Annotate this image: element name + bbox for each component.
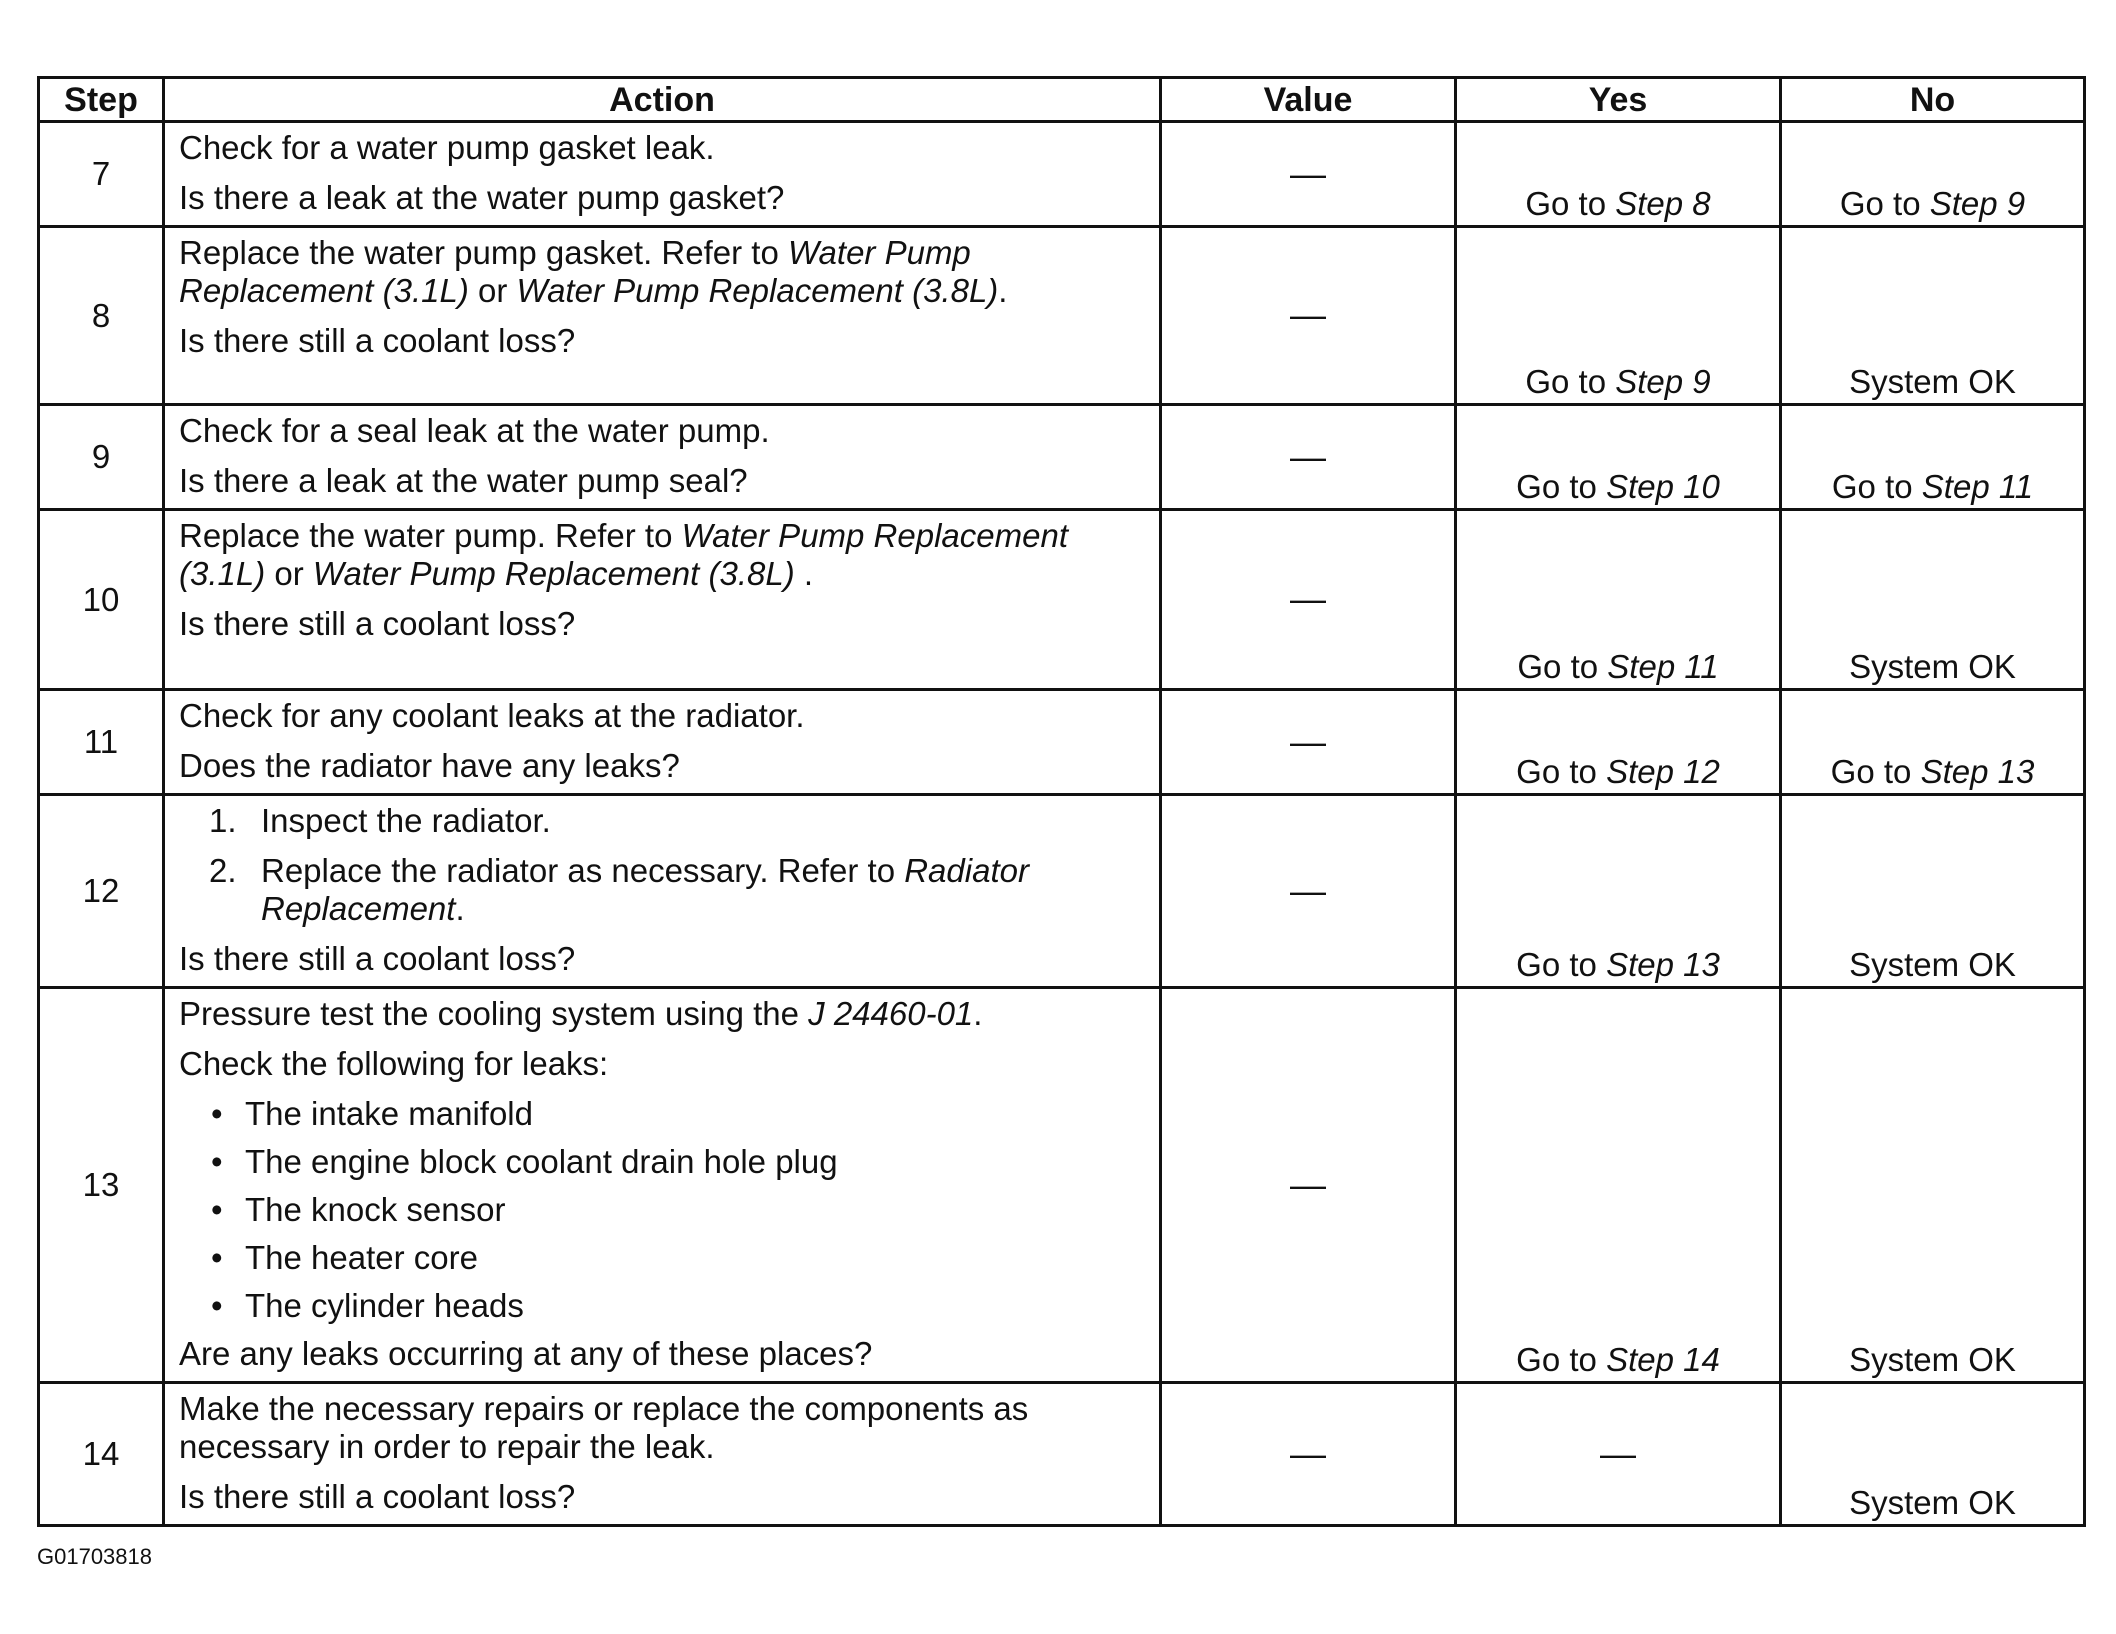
value-cell [1161, 227, 1456, 405]
yes-step-ref: Step 9 [1615, 363, 1711, 400]
no-cell [1781, 690, 2085, 795]
value-cell [1161, 690, 1456, 795]
table-row [39, 510, 2085, 690]
header-yes: Yes [1456, 78, 1781, 122]
value-cell [1161, 795, 1456, 988]
value-cell [1161, 122, 1456, 227]
no-cell: System OK [1781, 1383, 2085, 1526]
item-number: 2. [209, 852, 237, 889]
step-number: 9 [39, 405, 164, 510]
instruction-text: or [265, 555, 313, 592]
bullet-text: The intake manifold [245, 1095, 533, 1132]
action-instruction [179, 995, 1143, 1033]
header-action: Action [164, 78, 1161, 122]
no-cell: System OK [1781, 510, 2085, 690]
action-question: Is there a leak at the water pump gasket? [179, 179, 785, 216]
instruction-text: Pressure test the cooling system using the [179, 995, 809, 1032]
no-cell [1781, 405, 2085, 510]
table-row [39, 795, 2085, 988]
action-question: Is there still a coolant loss? [179, 1478, 576, 1515]
numbered-item [179, 852, 1143, 928]
table-row [39, 405, 2085, 510]
bullet-icon: • [211, 1095, 223, 1132]
action-cell [164, 227, 1161, 405]
header-value: Value [1161, 78, 1456, 122]
no-prefix: Go to [1830, 753, 1921, 790]
no-cell: System OK [1781, 988, 2085, 1383]
yes-step-ref: Step 13 [1606, 946, 1720, 983]
instruction-text: Replace the water pump gasket. Refer to [179, 234, 788, 271]
value-cell [1161, 1383, 1456, 1526]
action-cell [164, 1383, 1161, 1526]
yes-prefix: Go to [1516, 753, 1607, 790]
value-dash: — [1290, 152, 1326, 194]
bullet-item [179, 1239, 1143, 1277]
instruction-text: . [998, 272, 1008, 309]
step-number: 10 [39, 510, 164, 690]
bullet-item [179, 1191, 1143, 1229]
action-cell [164, 795, 1161, 988]
yes-step-ref: Step 12 [1606, 753, 1720, 790]
no-cell: System OK [1781, 227, 2085, 405]
action-cell [164, 122, 1161, 227]
step-number: 7 [39, 122, 164, 227]
yes-step-ref: Step 11 [1607, 648, 1719, 685]
no-step-ref: Step 13 [1920, 753, 2035, 790]
item-number: 1. [209, 802, 237, 839]
bullet-icon: • [211, 1287, 223, 1324]
yes-prefix: Go to [1516, 1341, 1607, 1378]
reference-link: Water Pump Replacement (3.1L) [179, 517, 1068, 592]
action-instruction: Check for a water pump gasket leak. [179, 129, 715, 166]
value-cell [1161, 510, 1456, 690]
reference-link: Water Pump Replacement (3.1L) [179, 234, 971, 309]
table-row [39, 227, 2085, 405]
value-dash: — [1290, 869, 1326, 911]
value-cell [1161, 405, 1456, 510]
instruction-text: Replace the radiator as necessary. Refer to [261, 852, 905, 889]
value-dash: — [1290, 578, 1326, 619]
no-cell [1781, 122, 2085, 227]
reference-link: Water Pump Replacement (3.8L) [312, 555, 795, 592]
action-question: Are any leaks occurring at any of these places? [179, 1335, 873, 1372]
yes-dash: — [1600, 1432, 1636, 1474]
action-instruction [179, 234, 1143, 310]
action-question: Is there still a coolant loss? [179, 605, 576, 642]
action-instruction [179, 517, 1143, 593]
bullet-text: The heater core [245, 1239, 478, 1276]
yes-cell [1456, 122, 1781, 227]
bullet-item [179, 1143, 1143, 1181]
yes-cell [1456, 988, 1781, 1383]
bullet-icon: • [211, 1239, 223, 1276]
action-instruction: Check the following for leaks: [179, 1045, 609, 1082]
bullet-icon: • [211, 1143, 223, 1180]
step-number: 13 [39, 988, 164, 1383]
yes-prefix: Go to [1516, 946, 1607, 983]
instruction-text: . [455, 890, 465, 927]
action-cell [164, 405, 1161, 510]
bullet-item [179, 1287, 1143, 1325]
yes-prefix: Go to [1517, 648, 1608, 685]
yes-cell [1456, 690, 1781, 795]
bullet-icon: • [211, 1191, 223, 1228]
figure-code: G01703818 [37, 1544, 152, 1569]
table-row [39, 1383, 2085, 1526]
header-row [39, 78, 2085, 122]
step-number: 12 [39, 795, 164, 988]
yes-step-ref: Step 14 [1606, 1341, 1720, 1378]
header-no: No [1781, 78, 2085, 122]
no-prefix: Go to [1839, 185, 1930, 222]
header-step: Step [39, 78, 164, 122]
value-dash: — [1290, 720, 1326, 762]
action-cell [164, 510, 1161, 690]
action-question: Is there a leak at the water pump seal? [179, 462, 748, 499]
yes-cell [1456, 510, 1781, 690]
value-dash: — [1290, 294, 1326, 335]
action-question: Does the radiator have any leaks? [179, 747, 680, 784]
item-text [261, 852, 1143, 928]
numbered-item [179, 802, 1143, 840]
bullet-item [179, 1095, 1143, 1133]
no-cell: System OK [1781, 795, 2085, 988]
instruction-text: . [794, 555, 814, 592]
no-step-ref: Step 11 [1921, 468, 2034, 505]
no-prefix: Go to [1831, 468, 1922, 505]
instruction-text: Replace the water pump. Refer to [179, 517, 682, 554]
tool-reference: J 24460-01 [808, 995, 974, 1032]
bullet-text: The knock sensor [245, 1191, 506, 1228]
yes-prefix: Go to [1525, 363, 1616, 400]
bullet-text: The engine block coolant drain hole plug [245, 1143, 838, 1180]
action-cell [164, 988, 1161, 1383]
item-text: Inspect the radiator. [261, 802, 551, 839]
step-number: 11 [39, 690, 164, 795]
yes-step-ref: Step 10 [1606, 468, 1720, 505]
step-number: 8 [39, 227, 164, 405]
table-row [39, 690, 2085, 795]
value-dash: — [1290, 435, 1326, 477]
yes-cell [1456, 795, 1781, 988]
bullet-text: The cylinder heads [245, 1287, 524, 1324]
yes-cell [1456, 1383, 1781, 1526]
instruction-text: . [973, 995, 983, 1032]
no-step-ref: Step 9 [1929, 185, 2026, 222]
yes-cell [1456, 227, 1781, 405]
action-question: Is there still a coolant loss? [179, 322, 576, 359]
reference-link: Radiator Replacement [261, 852, 1029, 927]
action-cell [164, 690, 1161, 795]
value-cell [1161, 988, 1456, 1383]
diagnostic-table [37, 76, 2086, 1527]
table-row [39, 988, 2085, 1383]
instruction-text: or [468, 272, 517, 309]
reference-link: Water Pump Replacement (3.8L) [516, 272, 999, 309]
table-row [39, 122, 2085, 227]
value-dash: — [1290, 1432, 1326, 1474]
yes-prefix: Go to [1516, 468, 1607, 505]
action-instruction: Make the necessary repairs or replace the components as necessary in order to repair the leak. [179, 1390, 1029, 1465]
step-number: 14 [39, 1383, 164, 1526]
action-instruction: Check for any coolant leaks at the radiator. [179, 697, 805, 734]
action-instruction: Check for a seal leak at the water pump. [179, 412, 770, 449]
yes-cell [1456, 405, 1781, 510]
value-dash: — [1290, 1163, 1326, 1205]
action-question: Is there still a coolant loss? [179, 940, 576, 977]
yes-prefix: Go to [1525, 185, 1616, 222]
yes-step-ref: Step 8 [1615, 185, 1711, 222]
